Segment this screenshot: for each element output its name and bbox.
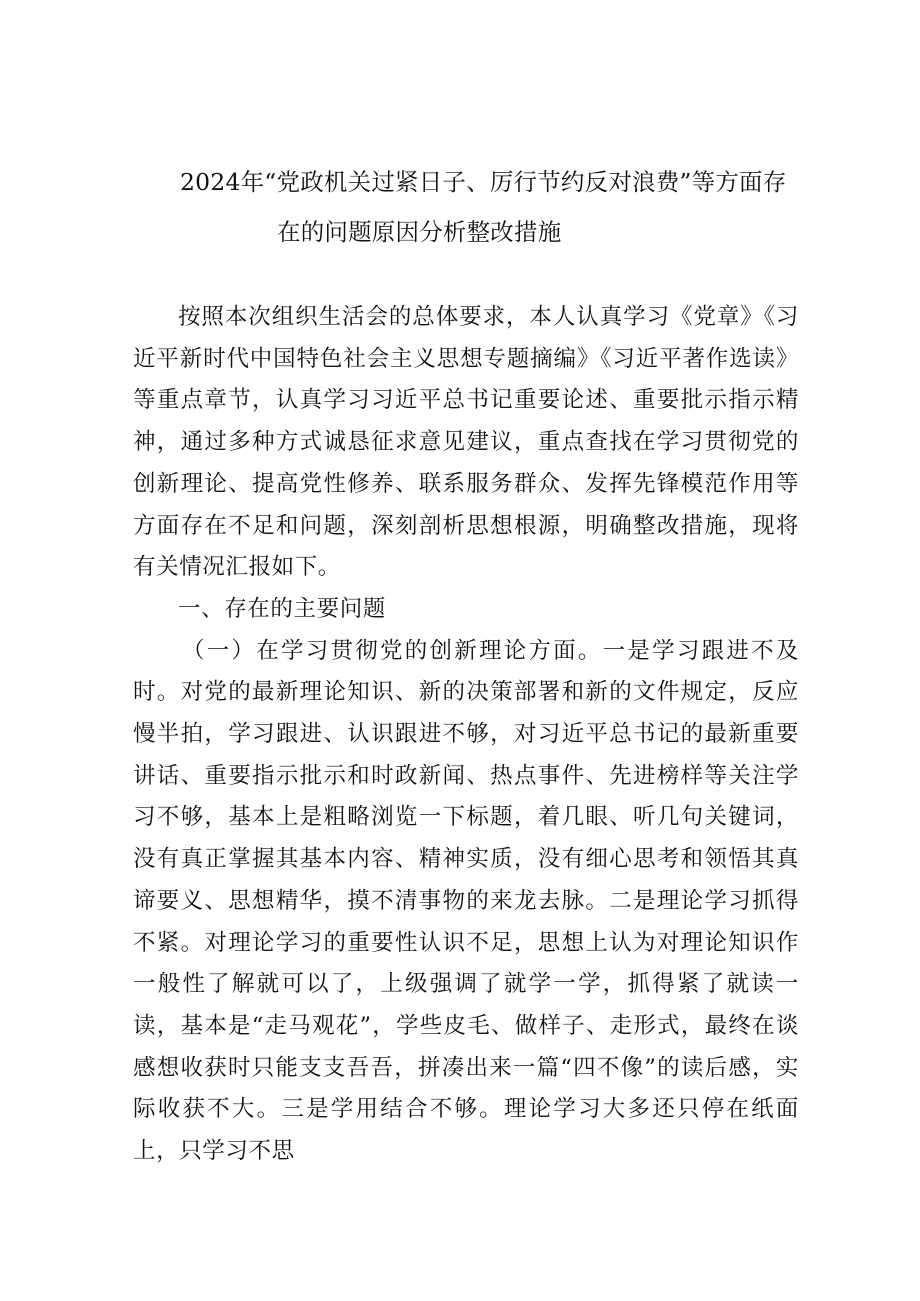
title-line-2: 在的问题原因分析整改措施	[277, 218, 562, 246]
section-heading-problems: 一、存在的主要问题	[178, 595, 386, 622]
document-body	[133, 297, 799, 1173]
document-title	[0, 157, 920, 257]
title-line-1: 2024年“党政机关过紧日子、厉行节约反对浪费”等方面存	[180, 168, 787, 196]
subsection-1-paragraph: （一）在学习贯彻党的创新理论方面。一是学习跟进不及时。对党的最新理论知识、新的决策部署和新的文件规定，反应慢半拍，学习跟进、认识跟进不够，对习近平总书记的最新重要讲话、重要指示批示和时政新闻、热点事件、先进榜样等关注学习不够，基本上是粗略浏览一下标题，着几眼、听几句关键词，没有真正掌握其基本内容、精神实质，没有细心思考和领悟其真谛要义、思想精华，摸不清事物的来龙去脉。二是理论学习抓得不紧。对理论学习的重要性认识不足，思想上认为对理论知识作一般性了解就可以了，上级强调了就学一学，抓得紧了就读一读，基本是“走马观花”，学些皮毛、做样子、走形式，最终在谈感想收获时只能支支吾吾，拼凑出来一篇“四不像”的读后感，实际收获不大。三是学用结合不够。理论学习大多还只停在纸面上，只学习不思	[133, 637, 799, 1165]
intro-paragraph: 按照本次组织生活会的总体要求，本人认真学习《党章》《习近平新时代中国特色社会主义思想专题摘编》《习近平著作选读》等重点章节，认真学习习近平总书记重要论述、重要批示指示精神，通过多种方式诚恳征求意见建议，重点查找在学习贯彻党的创新理论、提高党性修养、联系服务群众、发挥先锋模范作用等方面存在不足和问题，深刻剖析思想根源，明确整改措施，现将有关情况汇报如下。	[133, 304, 799, 581]
